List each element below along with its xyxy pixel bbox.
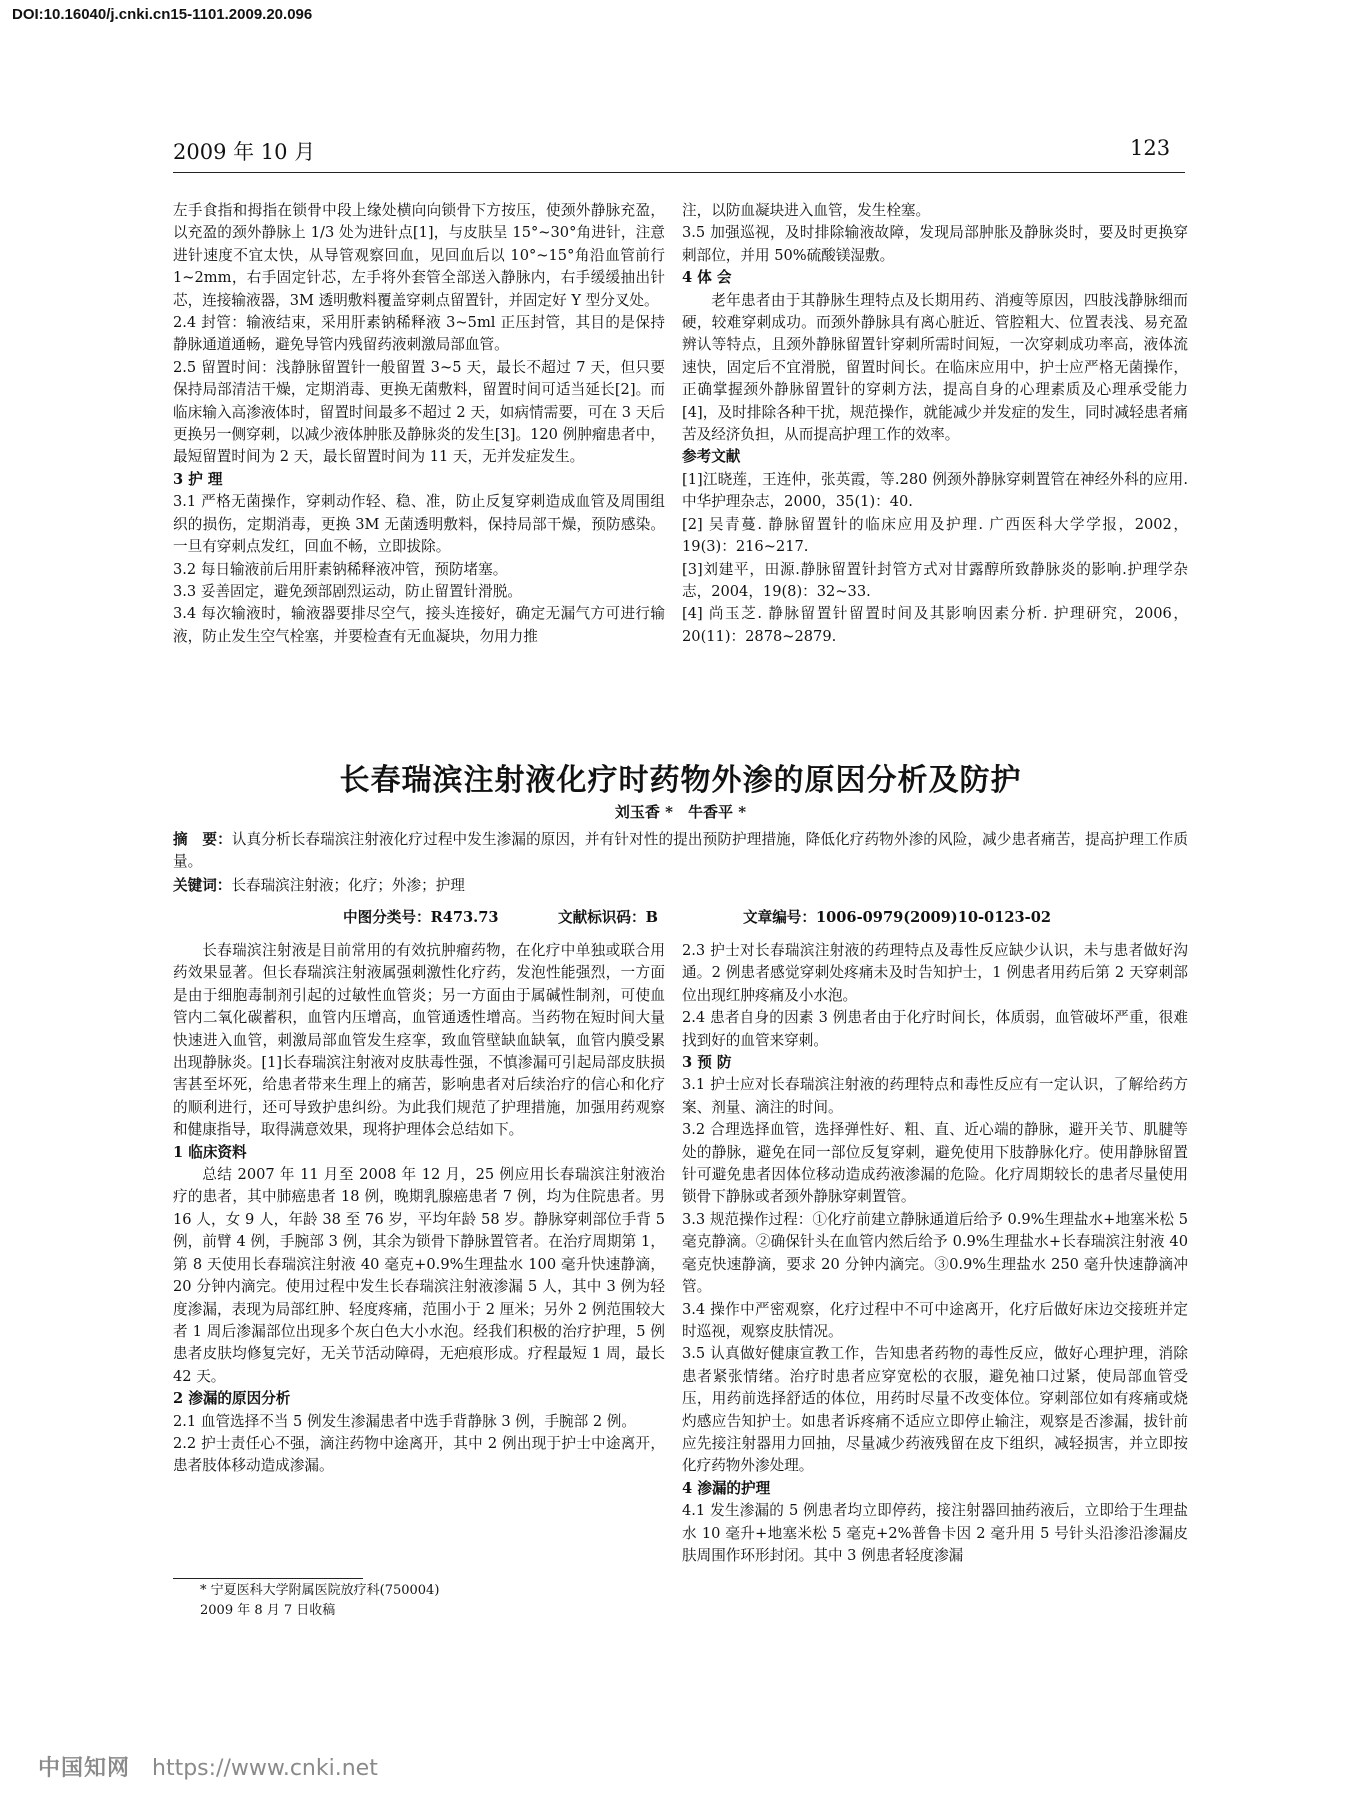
section-heading: 2 渗漏的原因分析 [173,1390,291,1408]
footnote-received: 2009 年 8 月 7 日收稿 [200,1603,336,1618]
paragraph: 2.5 留置时间：浅静脉留置针一般留置 3~5 天，最长不超过 7 天，但只要保持局部清洁干燥，定期消毒、更换无菌敷料，留置时间可适当延长[2]。而临床输入高渗液体时，留置时间最多不超过 2 天，如病情需要，可在 3 天后更换另一侧穿刺，以减少液体肿胀及静脉炎的发生[3]。120 例肿瘤患者中，最短留置时间为 2 天，最长留置时间为 11 天，无并发症发生。 [173,358,665,466]
article-number: 文章编号：1006-0979(2009)10-0123-02 [743,909,1052,926]
paragraph: 2.3 护士对长春瑞滨注射液的药理特点及毒性反应缺少认识，未与患者做好沟通。2 例患者感觉穿刺处疼痛未及时告知护士，1 例患者用药后第 2 天穿刺部位出现红肿疼痛及小水泡。 [682,942,1188,1004]
paragraph: 3.4 操作中严密观察，化疗过程中不可中途离开，化疗后做好床边交接班并定时巡视，观察皮肤情况。 [682,1300,1188,1340]
section-heading: 4 渗漏的护理 [682,1479,771,1497]
section-heading: 1 临床资料 [173,1143,247,1161]
keywords-label: 关键词： [173,877,232,894]
section-heading: 4 体 会 [682,269,732,287]
paragraph: 3.1 严格无菌操作，穿刺动作轻、稳、准，防止反复穿刺造成血管及周围组织的损伤，定期消毒，更换 3M 无菌透明敷料，保持局部干燥，预防感染。一旦有穿刺点发红，回血不畅，立即拔除。 [173,493,665,556]
abstract-text: 认真分析长春瑞滨注射液化疗过程中发生渗漏的原因，并有针对性的提出预防护理措施，降低化疗药物外渗的风险，减少患者痛苦，提高护理工作质量。 [173,831,1188,871]
clc-number: 中图分类号：R473.73 [343,909,499,926]
keywords [173,875,1188,897]
document-code: 文献标识码：B [558,909,658,926]
cnki-watermark [38,1751,378,1782]
paragraph: [2] 吴青蔓. 静脉留置针的临床应用及护理. 广西医科大学学报，2002，19(3)：216~217. [682,515,1188,556]
paragraph: 3.5 认真做好健康宣教工作，告知患者药物的毒性反应，做好心理护理，消除患者紧张情绪。治疗时患者应穿宽松的衣服，避免袖口过紧，使局部血管受压，用药前选择舒适的体位，用药时尽量不改变体位。穿刺部位如有疼痛或烧灼感应告知护士。如患者诉疼痛不适应立即停止输注，观察是否渗漏，拔针前应先接注射器用力回抽，尽量减少药液残留在皮下组织，减轻损害，并立即按化疗药物外渗处理。 [682,1345,1188,1475]
paragraph: 注，以防血凝块进入血管，发生栓塞。 [682,202,931,219]
footnote [200,1581,660,1621]
abstract [173,829,1188,874]
paragraph: 3.5 加强巡视，及时排除输液故障，发现局部肿胀及静脉炎时，要及时更换穿刺部位，并用 50%硫酸镁湿敷。 [682,224,1188,264]
prev-article-left-column [173,200,665,648]
article-authors: 刘玉香 * 牛香平 * [614,803,747,821]
paragraph: [1]江晓莲，王连仲，张英霞，等.280 例颈外静脉穿刺置管在神经外科的应用.中华护理杂志，2000，35(1)：40. [682,470,1188,511]
paragraph: 3.3 妥善固定，避免颈部剧烈运动，防止留置针滑脱。 [173,582,522,600]
section-heading: 3 护 理 [173,470,223,488]
paragraph: 2.4 患者自身的因素 3 例患者由于化疗时间长，体质弱，血管破坏严重，很难找到好的血管来穿刺。 [682,1009,1188,1049]
paragraph: 长春瑞滨注射液是目前常用的有效抗肿瘤药物，在化疗中单独或联合用药效果显著。但长春瑞滨注射液属强刺激性化疗药，发泡性能强烈，一方面是由于细胞毒制剂引起的过敏性血管炎；另一方面由于属碱性制剂，可使血管内二氧化碳蓄积，血管内压增高，血管通透性增高。当药物在短时间大量快速进入血管，刺激局部血管发生痉挛，致血管壁缺血缺氧，血管内膜受累出现静脉炎。[1]长春瑞滨注射液对皮肤毒性强，不慎渗漏可引起局部皮肤损害甚至坏死，给患者带来生理上的痛苦，影响患者对后续治疗的信心和化疗的顺利进行，还可导致护患纠纷。为此我们规范了护理措施，加强用药观察和健康指导，取得满意效果，现将护理体会总结如下。 [173,942,665,1139]
footnote-affiliation: * 宁夏医科大学附属医院放疗科(750004) [200,1583,440,1598]
paragraph: 左手食指和拇指在锁骨中段上缘处横向向锁骨下方按压，使颈外静脉充盈，以充盈的颈外静脉上 1/3 处为进针点[1]，与皮肤呈 15°~30°角进针，注意进针速度不宜太快，从导管观察回血，见回血后以 10°~15°角沿血管前行 1~2mm，右手固定针芯，左手将外套管全部送入静脉内，右手缓缓抽出针芯，连接输液器，3M 透明敷料覆盖穿刺点留置针，并固定好 Y 型分叉处。 [173,202,665,309]
article-right-column [682,940,1188,1567]
paragraph: 3.2 每日输液前后用肝素钠稀释液冲管，预防堵塞。 [173,560,508,578]
paragraph: 3.3 规范操作过程：①化疗前建立静脉通道后给予 0.9%生理盐水+地塞米松 5 毫克静滴。②确保针头在血管内然后给予 0.9%生理盐水+长春瑞滨注射液 40 毫克快速静滴，要求 20 分钟内滴完。③0.9%生理盐水 250 毫升快速静滴冲管。 [682,1210,1188,1296]
paragraph: 老年患者由于其静脉生理特点及长期用药、消瘦等原因，四肢浅静脉细而硬，较难穿刺成功。而颈外静脉具有离心脏近、管腔粗大、位置表浅、易充盈辨认等特点，且颈外静脉留置针穿刺所需时间短，一次穿刺成功率高，液体流速快，固定后不宜滑脱，留置时间长。在临床应用中，护士应严格无菌操作，正确掌握颈外静脉留置针的穿刺方法，提高自身的心理素质及心理承受能力[4]，及时排除各种干扰，规范操作，就能减少并发症的发生，同时减轻患者痛苦及经济负担，从而提高护理工作的效率。 [682,291,1188,444]
paragraph: 2.4 封管：输液结束，采用肝素钠稀释液 3~5ml 正压封管，其目的是保持静脉通道通畅，避免导管内残留药液刺激局部血管。 [173,314,665,354]
paragraph: 2.1 血管选择不当 5 例发生渗漏患者中选手背静脉 3 例，手腕部 2 例。 [173,1412,636,1430]
page-number: 123 [1130,136,1171,160]
paragraph: [3]刘建平，田源.静脉留置针封管方式对甘露醇所致静脉炎的影响.护理学杂志，2004，19(8)：32~33. [682,560,1188,600]
prev-article-right-column [682,200,1188,648]
running-header-date: 2009 年 10 月 [173,140,316,164]
section-heading: 3 预 防 [682,1054,732,1072]
paragraph: 3.1 护士应对长春瑞滨注射液的药理特点和毒性反应有一定认识，了解给药方案、剂量、滴注的时间。 [682,1076,1188,1116]
footnote-rule [173,1578,363,1579]
paragraph: 3.2 合理选择血管，选择弹性好、粗、直、近心端的静脉，避开关节、肌腱等处的静脉，避免在同一部位反复穿刺，避免使用下肢静脉化疗。使用静脉留置针可避免患者因体位移动造成药液渗漏的危险。化疗周期较长的患者尽量使用锁骨下静脉或者颈外静脉穿刺置管。 [682,1121,1188,1206]
paragraph: 4.1 发生渗漏的 5 例患者均立即停药，接注射器回抽药液后，立即给于生理盐水 10 毫升+地塞米松 5 毫克+2%普鲁卡因 2 毫升用 5 号针头沿渗沿渗漏皮肤周围作环形封闭。其中 3 例患者轻度渗漏 [682,1502,1188,1564]
paragraph: 3.4 每次输液时，输液器要排尽空气，接头连接好，确定无漏气方可进行输液，防止发生空气栓塞，并要检查有无血凝块，勿用力推 [173,605,665,645]
article-title: 长春瑞滨注射液化疗时药物外渗的原因分析及防护 [339,763,1022,798]
paragraph: 总结 2007 年 11 月至 2008 年 12 月，25 例应用长春瑞滨注射液治疗的患者，其中肺癌患者 18 例，晚期乳腺癌患者 7 例，均为住院患者。男 16 人，女 9 人，年龄 38 至 76 岁，平均年龄 58 岁。静脉穿刺部位手背 5 例，前臂 4 例，手腕部 3 例，其余为锁骨下静脉置管者。在治疗周期第 1，第 8 天使用长春瑞滨注射液 40 毫克+0.9%生理盐水 100 毫升快速静滴，20 分钟内滴完。使用过程中发生长春瑞滨注射液渗漏 5 人，其中 3 例为轻度渗漏，表现为局部红肿、轻度疼痛，范围小于 2 厘米；另外 2 例范围较大者 1 周后渗漏部位出现多个灰白色大小水泡。经我们积极的治疗护理，5 例患者皮肤均修复完好，无关节活动障碍，无疤痕形成。疗程最短 1 周，最长 42 天。 [173,1166,665,1385]
section-heading: 参考文献 [682,448,741,466]
keywords-text: 长春瑞滨注射液；化疗；外渗；护理 [231,877,465,894]
abstract-label: 摘 要： [173,831,232,848]
paragraph: 2.2 护士责任心不强，滴注药物中途离开，其中 2 例出现于护士中途离开，患者肢体移动造成渗漏。 [173,1434,665,1475]
article-left-column [173,940,665,1478]
cnki-logo: 中国知网 [38,1756,131,1781]
header-rule [173,172,1185,173]
doi-line: DOI:10.16040/j.cnki.cn15-1101.2009.20.096 [12,6,313,23]
paragraph: [4] 尚玉芝. 静脉留置针留置时间及其影响因素分析. 护理研究，2006，20(11)：2878~2879. [682,605,1188,645]
cnki-url: https://www.cnki.net [152,1756,378,1781]
